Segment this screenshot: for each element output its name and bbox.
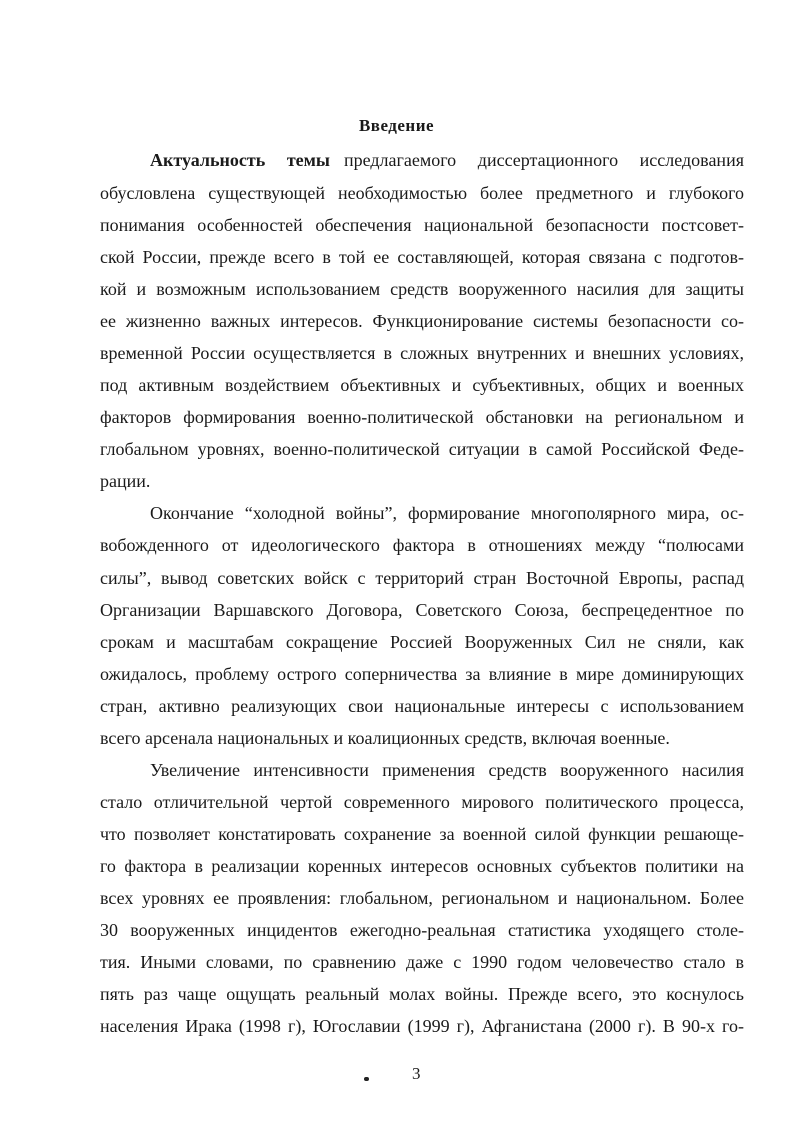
page-title: Введение (358, 116, 435, 135)
text-line: под активным воздействием объективных и субъективных, общих и военных (100, 375, 744, 395)
text-line: срокам и масштабам сокращение Россией Вооруженных Сил не сняли, как (100, 632, 744, 652)
text-line: что позволяет констатировать сохранение за военной силой функции решающе- (100, 824, 744, 844)
text-line: кой и возможным использованием средств вооруженного насилия для защиты (100, 279, 744, 299)
text-line: Организации Варшавского Договора, Советского Союза, беспрецедентное по (100, 600, 744, 620)
scan-mark (364, 1077, 369, 1081)
text-line: всех уровнях ее проявления: глобальном, региональном и национальном. Более (100, 888, 744, 908)
lead-phrase: Актуальность темы (150, 150, 330, 170)
paragraph-1-line-1 (150, 148, 744, 172)
text-line: временной России осуществляется в сложных внутренних и внешних условиях, (100, 343, 744, 363)
text-line: всего арсенала национальных и коалиционных средств, включая военные. (100, 728, 670, 748)
text-line: понимания особенностей обеспечения национальной безопасности постсовет- (100, 215, 744, 235)
text-line: стало отличительной чертой современного мирового политического процесса, (100, 792, 744, 812)
text-line: стран, активно реализующих свои национальные интересы с использованием (100, 696, 744, 716)
text-line: ской России, прежде всего в той ее составляющей, которая связана с подготов- (100, 247, 744, 267)
text-line: пять раз чаще ощущать реальный молах войны. Прежде всего, это коснулось (100, 984, 744, 1004)
text-line: ее жизненно важных интересов. Функционирование системы безопасности со- (100, 311, 744, 331)
text-line: тия. Иными словами, по сравнению даже с 1990 годом человечество стало в (100, 952, 744, 972)
text-line: Увеличение интенсивности применения средств вооруженного насилия (150, 760, 744, 780)
text-line: го фактора в реализации коренных интересов основных субъектов политики на (100, 856, 744, 876)
text-line: силы”, вывод советских войск с территорий стран Восточной Европы, распад (100, 568, 744, 588)
text-line: вобожденного от идеологического фактора в отношениях между “полюсами (100, 535, 744, 555)
text-line: ожидалось, проблему острого соперничества за влияние в мире доминирующих (100, 664, 744, 684)
text-line: Окончание “холодной войны”, формирование многополярного мира, ос- (150, 503, 744, 523)
page-number: 3 (412, 1064, 421, 1083)
text-line: 30 вооруженных инцидентов ежегодно-реальная статистика уходящего столе- (100, 920, 744, 940)
text-line: населения Ирака (1998 г), Югославии (1999 г), Афганистана (2000 г). В 90-х го- (100, 1016, 744, 1036)
text-line: предлагаемого диссертационного исследования (343, 150, 744, 170)
text-line: факторов формирования военно-политической обстановки на региональном и (100, 407, 744, 427)
text-line: рации. (100, 471, 151, 491)
text-line: глобальном уровнях, военно-политической ситуации в самой Российской Феде- (100, 439, 744, 459)
text-line: обусловлена существующей необходимостью более предметного и глубокого (100, 183, 744, 203)
